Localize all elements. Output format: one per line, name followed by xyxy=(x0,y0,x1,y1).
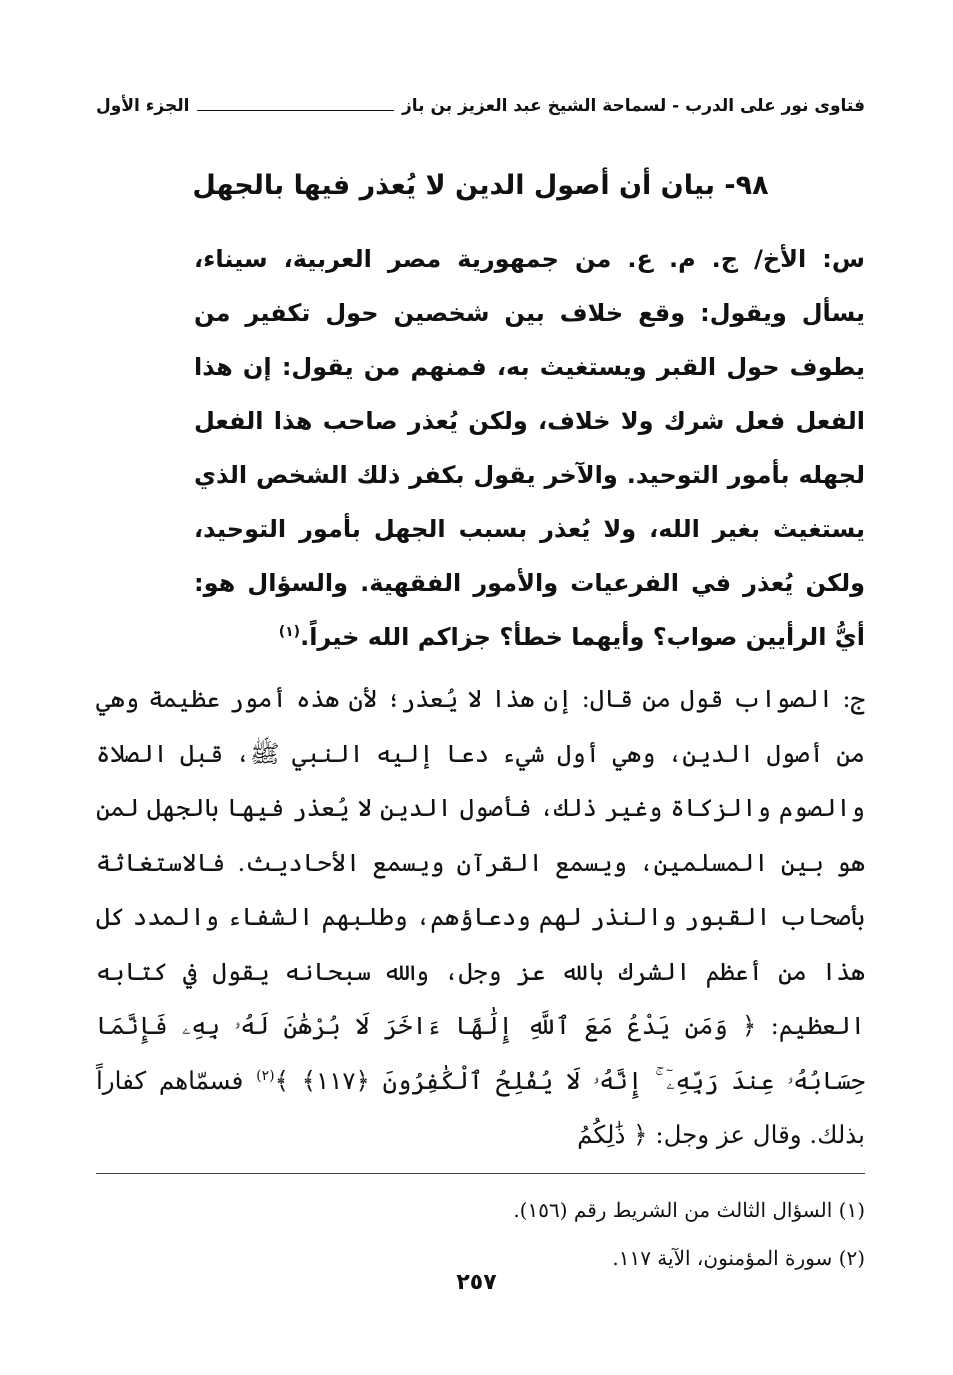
section-title: ٩٨- بيان أن أصول الدين لا يُعذر فيها بالجهل xyxy=(192,170,769,201)
question-block xyxy=(96,232,865,664)
answer-block xyxy=(96,672,865,1163)
header-rule xyxy=(197,110,394,111)
quran-verse: ﴿ وَمَن يَدْعُ مَعَ ٱللَّهِ إِلَٰهًا ءَاخَرَ لَا بُرْهَٰنَ لَهُۥ بِهِۦ فَإِنَّمَا حِسَابُهُۥ عِندَ رَبِّهِۦٓ ۚ إِنَّهُۥ لَا يُفْلِحُ ٱلْكَٰفِرُونَ ﴿١١٧﴾ ﴾ xyxy=(96,1011,865,1095)
footnote-separator xyxy=(96,1173,865,1174)
footnote-2: (٢) سورة المؤمنون، الآية ١١٧. xyxy=(612,1245,865,1270)
answer-text-2: فسمّاهم كفاراً بذلك. وقال عز وجل: xyxy=(96,1065,865,1149)
page-number: ٢٥٧ xyxy=(456,1270,497,1295)
answer-text-1: ج: الصواب قول من قال: إن هذا لا يُعذر؛ لأن هذه أمور عظيمة وهي من أصول الدين، وهي أول شيء دعا إليه النبي ﷺ، قبل الصلاة والصوم والزكاة وغير ذلك، فأصول الدين لا يُعذر فيها بالجهل لمن هو بين المسلمين، ويسمع القرآن ويسمع الأحاديث. فالاستغاثة بأصحاب القبور والنذر لهم ودعاؤهم، وطلبهم الشفاء والمدد كل هذا من أعظم الشرك بالله عز وجل، والله سبحانه يقول في كتابه العظيم: xyxy=(96,684,865,1040)
running-header xyxy=(96,92,865,120)
footnote-ref-2: (٢) xyxy=(256,1067,275,1084)
answer-paragraph xyxy=(96,672,865,1163)
page xyxy=(96,92,865,1282)
quran-verse-start: ﴿ ذَٰلِكُمُ xyxy=(577,1120,648,1149)
footnote-ref-1: (١) xyxy=(278,624,301,640)
question-text: س: الأخ/ ج. م. ع. من جمهورية مصر العربية، سيناء، يسأل ويقول: وقع خلاف بين شخصين حول تكفير من يطوف حول القبر ويستغيث به، فمنهم من يقول: إن هذا الفعل فعل شرك ولا خلاف، ولكن يُعذر صاحب هذا الفعل لجهله بأمور التوحيد. والآخر يقول بكفر ذلك الشخص الذي يستغيث بغير الله، ولا يُعذر بسبب الجهل بأمور التوحيد، ولكن يُعذر في الفرعيات والأمور الفقهية. والسؤال هو: أيُّ الرأيين صواب؟ وأيهما خطأ؟ جزاكم الله خيراً. xyxy=(194,245,865,651)
question-paragraph xyxy=(194,232,865,664)
footnotes xyxy=(96,1186,865,1282)
footnote-1: (١) السؤال الثالث من الشريط رقم (١٥٦). xyxy=(513,1197,865,1222)
volume-label: الجزء الأول xyxy=(96,96,190,116)
book-title: فتاوى نور على الدرب - لسماحة الشيخ عبد العزيز بن باز xyxy=(402,96,865,116)
